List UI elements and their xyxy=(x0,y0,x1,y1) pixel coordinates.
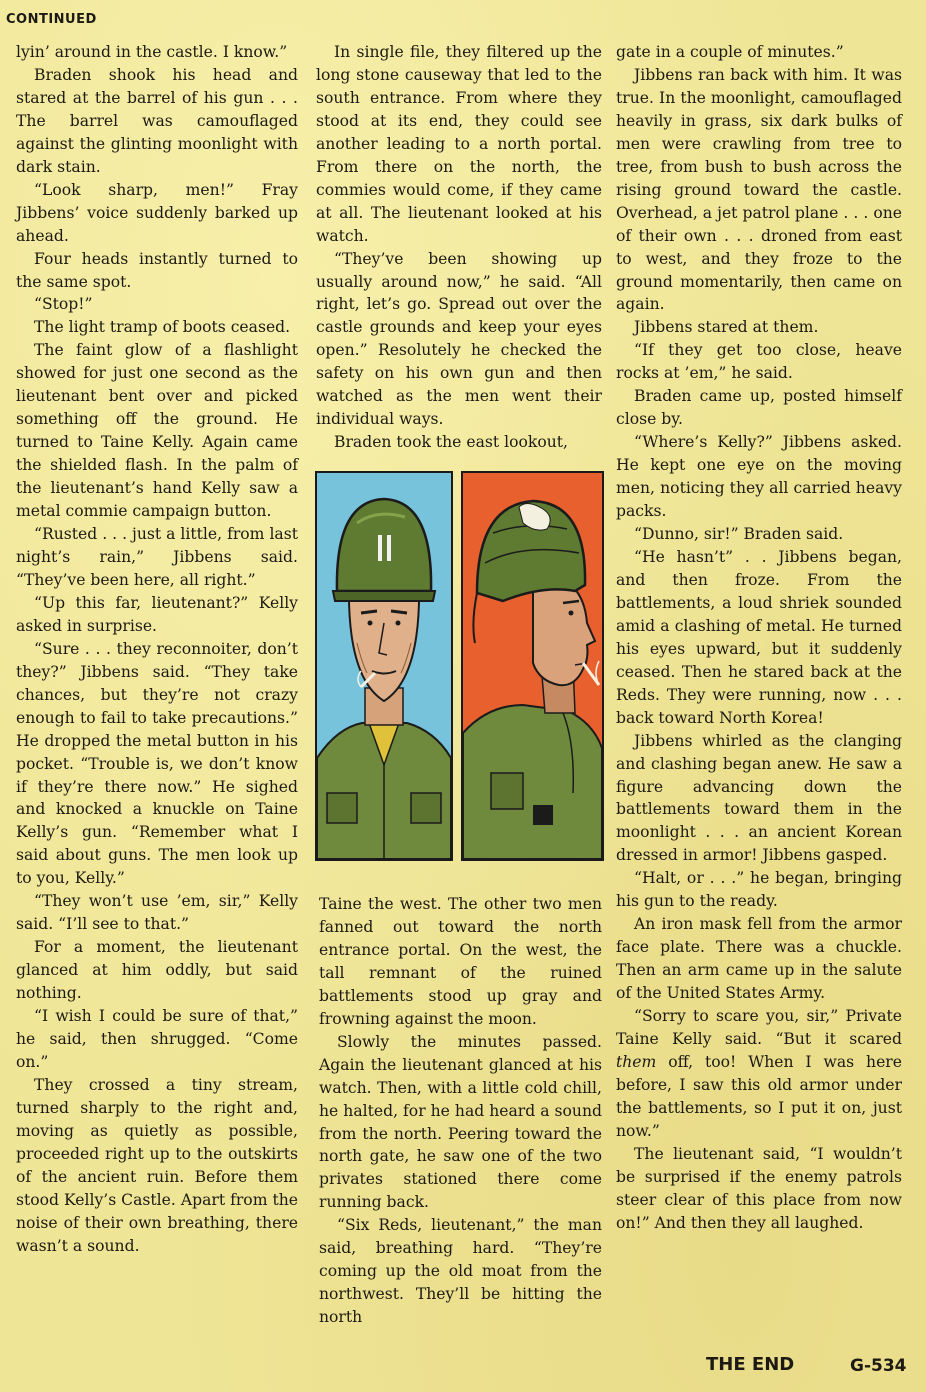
paragraph: Taine the west. The other two men fanned out toward the north entrance portal. On the west, the tall remnant of the ruined battlements stood up gray and frowning against the moon. xyxy=(319,895,602,1028)
paragraph: Slowly the minutes passed. Again the lieutenant glanced at his watch. Then, with a little cold chill, he halted, for he had heard a sound from the north. Peering toward the north gate, he saw one of the two privates stationed there come running back. xyxy=(319,1032,602,1212)
paragraph: “Sure . . . they reconnoiter, don’t they?” Jibbens said. “They take chances, but they’re not crazy enough to fail to take precautions.” He dropped the metal button in his pocket. “Trouble is, we don’t know if they’re there now.” He sighed and knocked a knuckle on Taine Kelly’s gun. “Remember what I said about guns. The men look up to you, Kelly.” xyxy=(16,639,298,888)
emphasis: them xyxy=(616,1052,657,1071)
paragraph: Jibbens ran back with him. It was true. In the moonlight, camouflaged heavily in grass, six dark bulks of men were crawling from tree to tree, from bush to bush across the rising ground toward the castle. Overhead, a jet patrol plane . . . one of their own . . . droned from east to west, and they froze to the ground momentarily, then came on again. xyxy=(616,65,902,314)
text-column-right xyxy=(616,41,902,1235)
soldier-profile-illustration xyxy=(463,473,602,859)
paragraph: “Stop!” xyxy=(34,295,93,314)
text-column-middle-top xyxy=(316,41,602,454)
paragraph: The faint glow of a flashlight showed for just one second as the lieutenant bent over and picked something off the ground. He turned to Taine Kelly. Again came the shielded flash. In the palm of the lieutenant’s hand Kelly saw a metal commie campaign button. xyxy=(16,341,298,521)
paragraph: Jibbens whirled as the clanging and clashing began anew. He saw a figure advancing down the battlements toward them in the moonlight . . . an ancient Korean dressed in armor! Jibbens gasped. xyxy=(616,731,902,865)
paragraph: “Dunno, sir!” Braden said. xyxy=(634,525,844,544)
paragraph: “Up this far, lieutenant?” Kelly asked in surprise. xyxy=(16,593,298,635)
soldier-front-illustration xyxy=(317,473,451,859)
paragraph: The lieutenant said, “I wouldn’t be surprised if the enemy patrols steer clear of this place from now on!” And then they all laughed. xyxy=(616,1144,902,1232)
paragraph: “They won’t use ’em, sir,” Kelly said. “I’ll see to that.” xyxy=(16,892,298,934)
paragraph xyxy=(616,1005,902,1143)
paragraph: “I wish I could be sure of that,” he said, then shrugged. “Come on.” xyxy=(16,1007,298,1071)
text-span: “Sorry to scare you, sir,” Private Taine Kelly said. “But it scared xyxy=(616,1007,902,1048)
paragraph: gate in a couple of minutes.” xyxy=(616,43,844,61)
illustration-panel-lieutenant xyxy=(315,471,453,861)
paragraph: “Look sharp, men!” Fray Jibbens’ voice suddenly barked up ahead. xyxy=(16,180,298,245)
the-end-label: THE END xyxy=(706,1354,795,1375)
text-span: off, too! When I was here before, I saw this old armor under the battlements, so I put it on, just now.” xyxy=(616,1052,902,1140)
paragraph: Jibbens stared at them. xyxy=(634,318,819,337)
text-column-middle-bottom xyxy=(319,893,602,1329)
paragraph: “They’ve been showing up usually around now,” he said. “All right, let’s go. Spread out over the castle grounds and keep your eyes open.” Resolutely he checked the safety on his own gun and then watched as the men went their individual ways. xyxy=(316,249,602,429)
paragraph: Four heads instantly turned to the same spot. xyxy=(16,249,298,291)
paragraph: “He hasn’t” . . Jibbens began, and then froze. From the battlements, a loud shriek sounded amid a clashing of metal. He turned his eyes upward, but it suddenly ceased. Then he stared back at the Reds. They were running, now . . . back toward North Korea! xyxy=(616,547,902,727)
paragraph: For a moment, the lieutenant glanced at him oddly, but said nothing. xyxy=(16,938,298,1003)
paragraph: “If they get too close, heave rocks at ’em,” he said. xyxy=(616,341,902,383)
paragraph: “Where’s Kelly?” Jibbens asked. He kept one eye on the moving men, noticing they all carried heavy packs. xyxy=(616,433,902,521)
paragraph: They crossed a tiny stream, turned sharply to the right and, moving as quietly as possible, proceeded right up to the outskirts of the ancient ruin. Before them stood Kelly’s Castle. Apart from the noise of their own breathing, there wasn’t a sound. xyxy=(16,1075,298,1255)
paragraph: lyin’ around in the castle. I know.” xyxy=(16,43,288,61)
paragraph: Braden came up, posted himself close by. xyxy=(616,387,902,429)
paragraph: “Halt, or . . .” he began, bringing his gun to the ready. xyxy=(616,869,902,911)
text-column-left xyxy=(16,41,298,1258)
page-code: G-534 xyxy=(850,1356,907,1376)
paragraph: The light tramp of boots ceased. xyxy=(34,318,291,337)
illustration-panel-soldier xyxy=(461,471,604,861)
paragraph: “Six Reds, lieutenant,” the man said, breathing hard. “They’re coming up the old moat from the northwest. They’ll be hitting the north xyxy=(319,1216,602,1327)
paragraph: An iron mask fell from the armor face plate. There was a chuckle. Then an arm came up in the salute of the United States Army. xyxy=(616,915,902,1003)
paragraph: Braden shook his head and stared at the barrel of his gun . . . The barrel was camouflaged against the glinting moonlight with dark stain. xyxy=(16,65,298,176)
continued-header: CONTINUED xyxy=(6,12,97,27)
paragraph: In single file, they filtered up the long stone causeway that led to the south entrance. From where they stood at its end, they could see another leading to a north portal. From there on the north, the commies would come, if they came at all. The lieutenant looked at his watch. xyxy=(316,43,602,245)
paragraph: Braden took the east lookout, xyxy=(334,433,568,452)
paragraph: “Rusted . . . just a little, from last night’s rain,” Jibbens said. “They’ve been here, all right.” xyxy=(16,525,298,589)
